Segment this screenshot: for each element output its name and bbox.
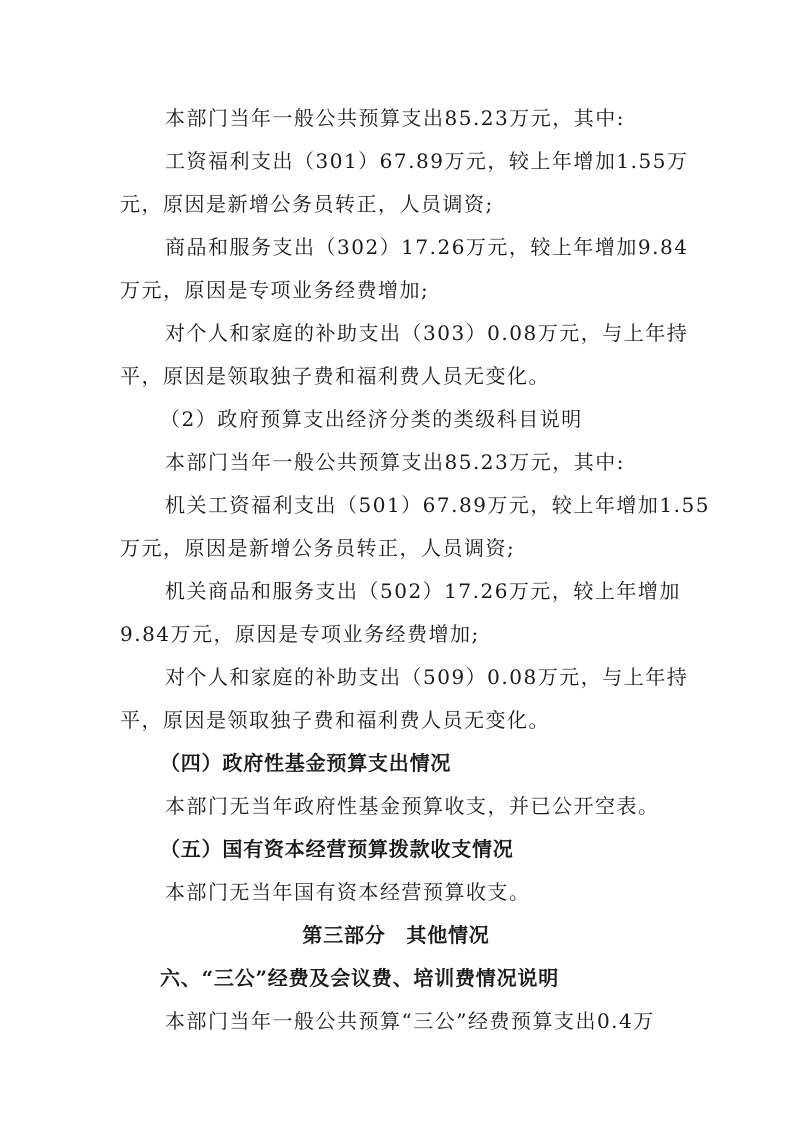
paragraph-line: 本部门当年一般公共预算支出85.23万元，其中: — [165, 106, 625, 130]
paragraph-line: 平，原因是领取独子费和福利费人员无变化。 — [120, 364, 550, 388]
section-heading: （四）政府性基金预算支出情况 — [160, 751, 452, 775]
paragraph-line: 本部门无当年政府性基金预算收支，并已公开空表。 — [165, 794, 660, 818]
subsection-heading: （2）政府预算支出经济分类的类级科目说明 — [160, 407, 583, 431]
paragraph-line: 对个人和家庭的补助支出（303）0.08万元，与上年持 — [165, 321, 689, 345]
section-heading: 六、“三公”经费及会议费、培训费情况说明 — [160, 966, 560, 990]
paragraph-line: 商品和服务支出（302）17.26万元，较上年增加9.84 — [165, 235, 689, 259]
paragraph-line: 万元，原因是新增公务员转正，人员调资; — [120, 536, 516, 560]
paragraph-line: 对个人和家庭的补助支出（509）0.08万元，与上年持 — [165, 665, 689, 689]
paragraph-line: 本部门无当年国有资本经营预算收支。 — [165, 880, 531, 904]
paragraph-line: 机关工资福利支出（501）67.89万元，较上年增加1.55 — [165, 493, 710, 517]
part-title: 第三部分 其他情况 — [302, 923, 490, 947]
paragraph-line: 平，原因是领取独子费和福利费人员无变化。 — [120, 708, 550, 732]
paragraph-line: 机关商品和服务支出（502）17.26万元，较上年增加 — [165, 579, 681, 603]
paragraph-line: 万元，原因是专项业务经费增加; — [120, 278, 430, 302]
paragraph-line: 本部门当年一般公共预算“三公”经费预算支出0.4万 — [165, 1009, 655, 1033]
paragraph-line: 元，原因是新增公务员转正，人员调资; — [120, 192, 494, 216]
paragraph-line: 本部门当年一般公共预算支出85.23万元，其中: — [165, 450, 625, 474]
paragraph-line: 工资福利支出（301）67.89万元，较上年增加1.55万 — [165, 149, 689, 173]
paragraph-line: 9.84万元，原因是专项业务经费增加; — [120, 622, 480, 646]
section-heading: （五）国有资本经营预算拨款收支情况 — [160, 837, 514, 861]
